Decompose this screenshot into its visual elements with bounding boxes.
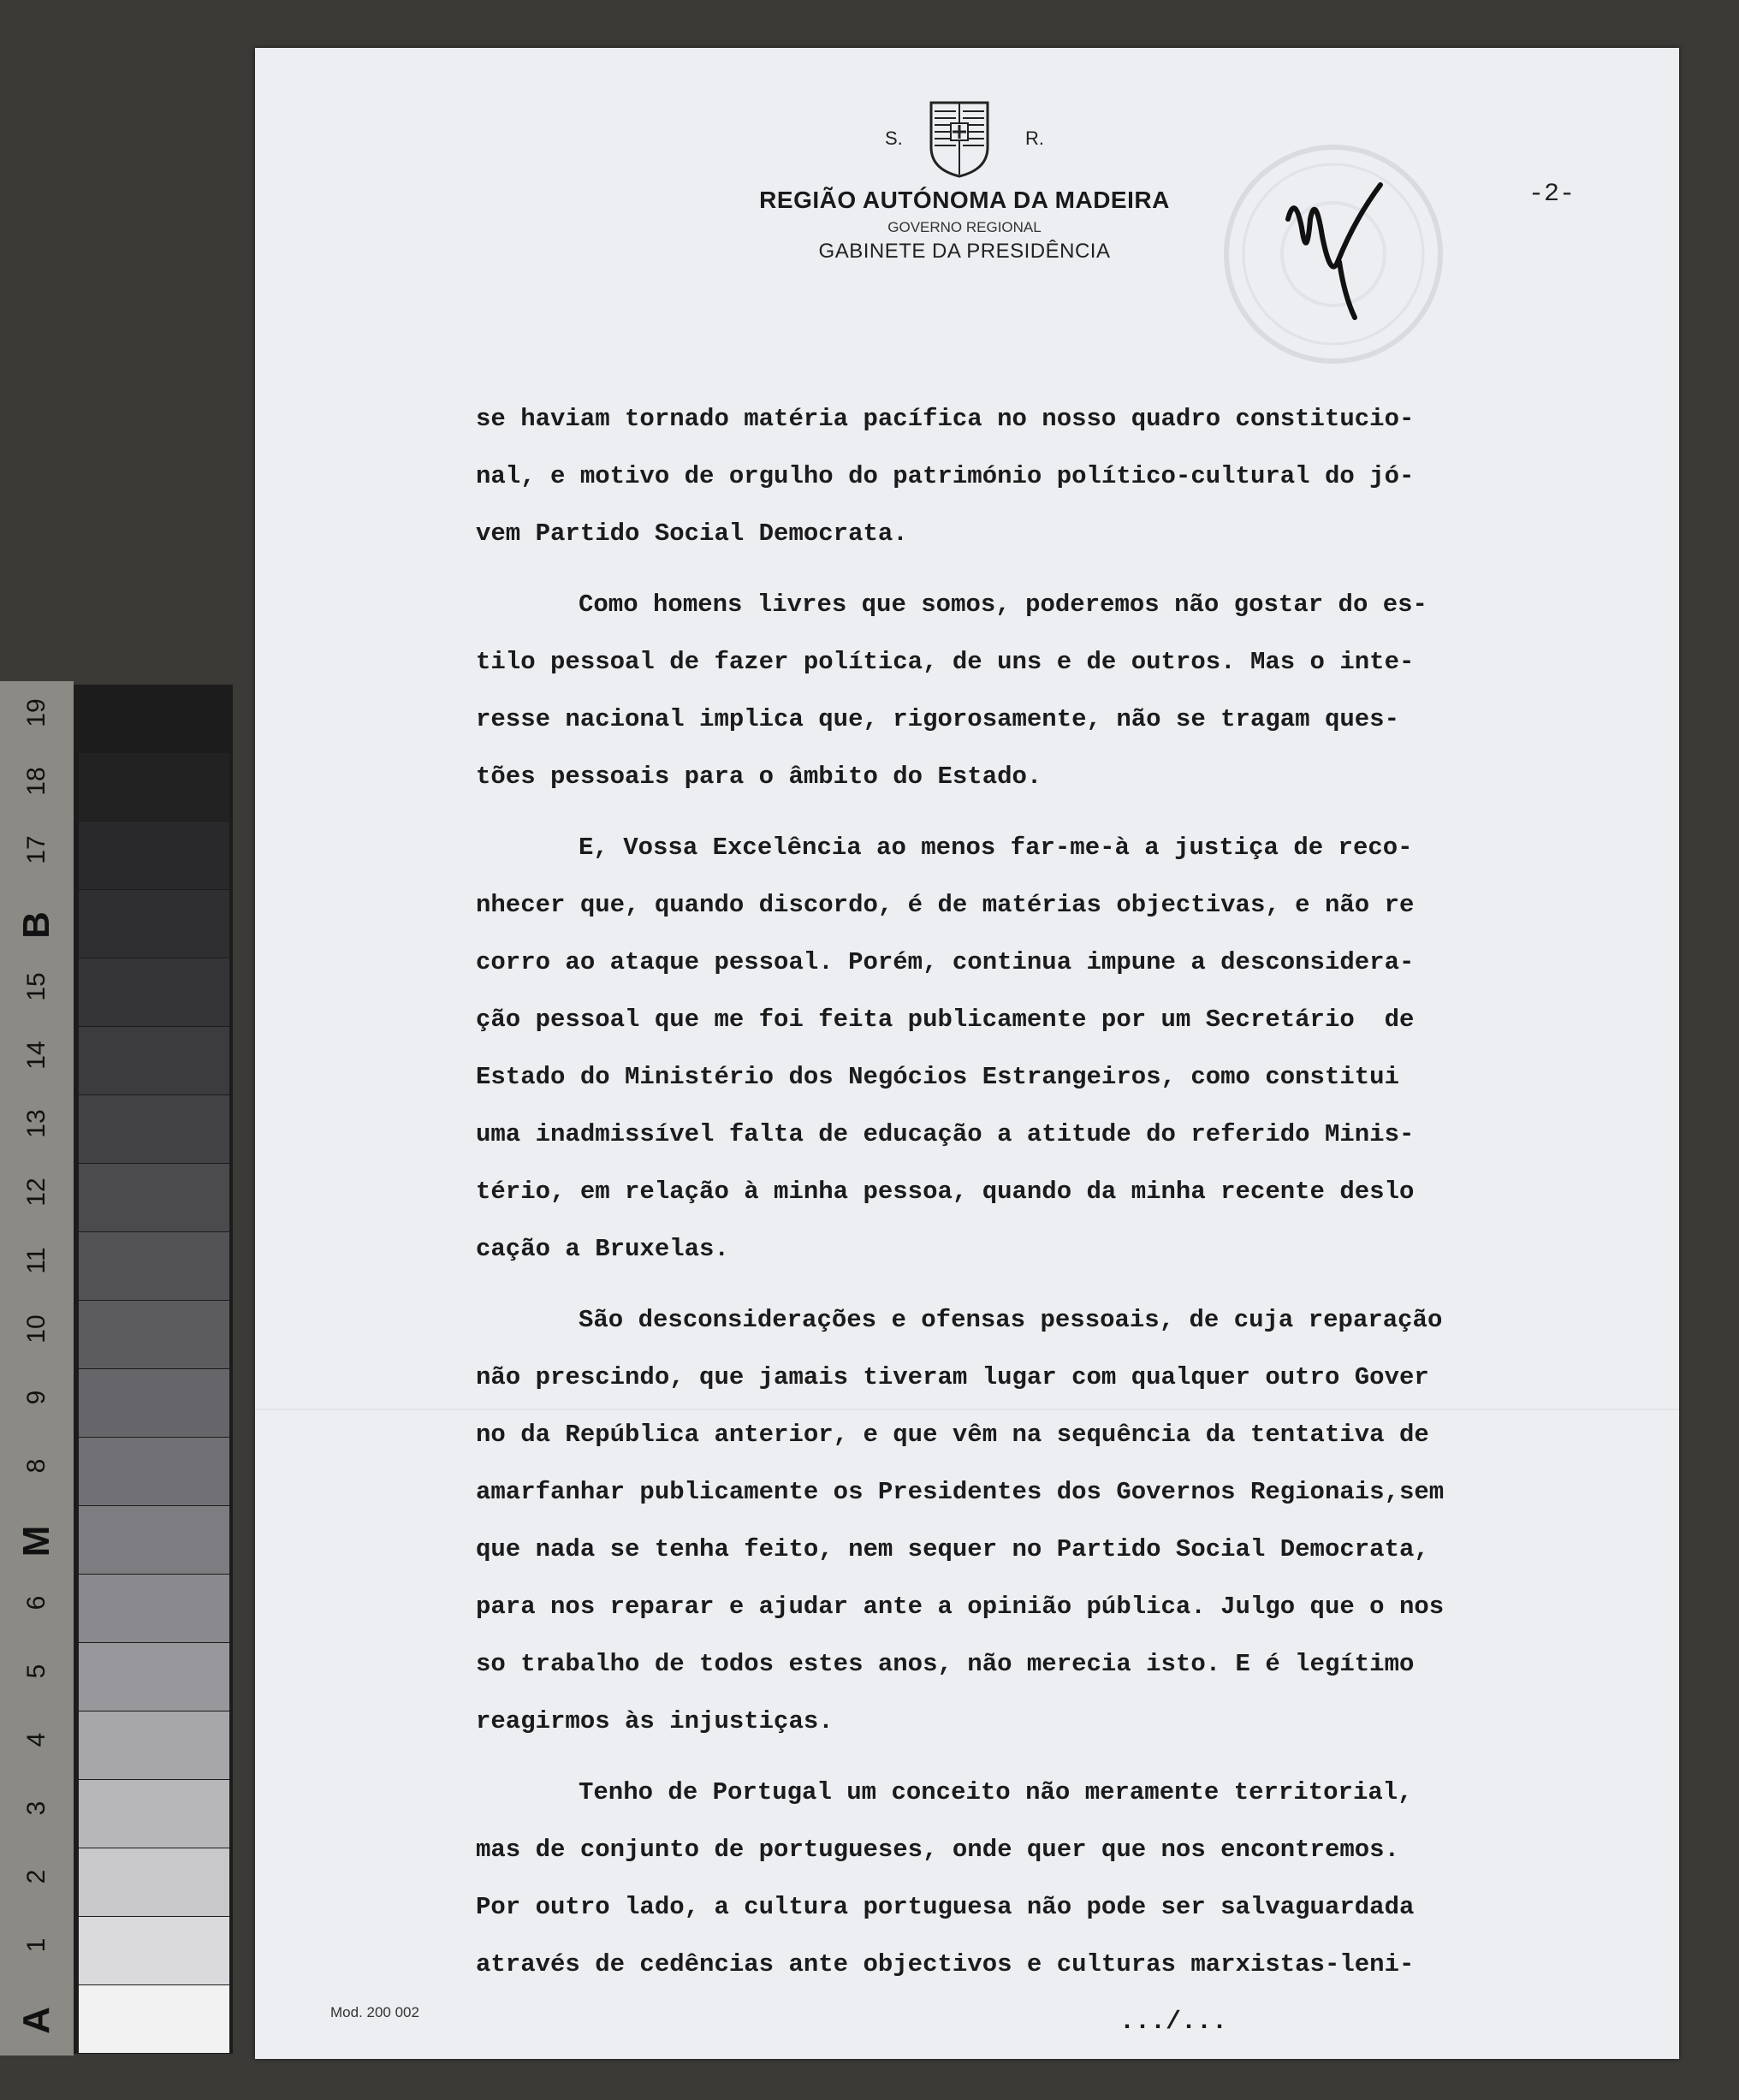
text-line: amarfanhar publicamente os Presidentes dos Governos Regionais,sem [476,1478,1445,1506]
scale-label: 17 [22,835,50,864]
scale-label: 19 [22,698,50,727]
text-line: que nada se tenha feito, nem sequer no Partido Social Democrata, [476,1535,1429,1563]
gray-patch [79,1301,229,1368]
letterhead-office: GABINETE DA PRESIDÊNCIA [818,240,1111,263]
scale-label: B [15,911,57,939]
text-line: não prescindo, que jamais tiveram lugar com qualquer outro Gover [476,1363,1429,1391]
text-line: nhecer que, quando discordo, é de matérias objectivas, e não re [476,891,1415,919]
text-line: nal, e motivo de orgulho do património político-cultural do jó- [476,462,1415,490]
gray-patch [79,822,229,889]
text-line: através de cedências ante objectivos e culturas marxistas-leni- [476,1950,1415,1978]
coat-of-arms-icon [928,99,991,180]
gray-patch [79,1027,229,1094]
text-line: São desconsiderações e ofensas pessoais, de cuja reparação [579,1306,1443,1334]
text-line: E, Vossa Excelência ao menos far-me-à a justiça de reco- [579,833,1413,862]
gray-patch [79,1643,229,1711]
text-line: Tenho de Portugal um conceito não meramente territorial, [579,1778,1413,1806]
paragraph [476,576,1580,805]
paragraph [476,819,1580,1278]
letterhead-title: REGIÃO AUTÓNOMA DA MADEIRA [759,187,1170,213]
gray-patch [79,1780,229,1848]
document-page [255,48,1679,2059]
gray-patch [79,1164,229,1231]
scale-label: 1 [22,1937,50,1953]
scale-label: 12 [22,1178,50,1207]
text-line: Estado do Ministério dos Negócios Estrangeiros, como constitui [476,1063,1399,1091]
gray-patch [79,753,229,821]
text-line: corro ao ataque pessoal. Porém, continua impune a desconsidera- [476,948,1415,976]
text-line: no da República anterior, e que vêm na sequência da tentativa de [476,1421,1429,1449]
letterhead-subtitle: GOVERNO REGIONAL [887,219,1042,235]
scale-label: 3 [22,1800,50,1816]
scale-label: A [15,2007,57,2034]
scale-label: 10 [22,1314,50,1344]
gray-patch [79,1917,229,1984]
page-number: -2- [1528,180,1576,209]
gray-patch [79,1506,229,1574]
text-line: Por outro lado, a cultura portuguesa não pode ser salvaguardada [476,1893,1415,1921]
form-code: Mod. 200 002 [330,2004,419,2020]
scale-label: 14 [22,1041,50,1070]
gray-patch [79,1232,229,1300]
scale-label: 4 [22,1732,50,1747]
text-line: Como homens livres que somos, poderemos não gostar do es- [579,590,1427,619]
gray-patch [79,958,229,1026]
text-line: ção pessoal que me foi feita publicamente por um Secretário de [476,1006,1415,1034]
text-line: tério, em relação à minha pessoa, quando da minha recente deslo [476,1178,1415,1206]
text-line: vem Partido Social Democrata. [476,519,908,548]
continuation-mark: .../... [1119,2008,1228,2037]
scale-label: 8 [22,1458,50,1474]
gray-patch [79,1985,229,2053]
gray-patch [79,890,229,958]
color-scale-ruler [0,681,74,2056]
gray-patch [79,1711,229,1779]
scale-label: 9 [22,1390,50,1405]
scale-label: 15 [22,972,50,1001]
scale-label: 13 [22,1109,50,1138]
paragraph [476,390,1580,562]
text-line: mas de conjunto de portugueses, onde quer que nos encontremos. [476,1836,1399,1864]
gray-patch [79,1438,229,1505]
scale-label: 6 [22,1595,50,1611]
text-line: se haviam tornado matéria pacífica no nosso quadro constitucio- [476,405,1415,433]
text-line: uma inadmissível falta de educação a atitude do referido Minis- [476,1120,1415,1148]
text-line: resse nacional implica que, rigorosamente, não se tragam ques- [476,705,1399,733]
handwritten-initials-icon [1278,168,1406,330]
gray-patch [79,1848,229,1916]
grayscale-patch-strip [74,685,233,2054]
gray-patch [79,1369,229,1437]
scale-label: 2 [22,1869,50,1884]
paragraph [476,1291,1580,1750]
header-letter-s: S. [885,128,903,149]
gray-patch [79,685,229,752]
scale-label: 5 [22,1664,50,1679]
text-line: so trabalho de todos estes anos, não merecia isto. E é legítimo [476,1650,1415,1678]
text-line: tilo pessoal de fazer política, de uns e de outros. Mas o inte- [476,648,1415,676]
gray-patch [79,1095,229,1163]
scale-label: 18 [22,767,50,796]
header-letter-r: R. [1025,128,1044,149]
gray-patch [79,1575,229,1642]
letter-body [476,390,1580,2007]
text-line: reagirmos às injustiças. [476,1707,834,1735]
text-line: para nos reparar e ajudar ante a opinião pública. Julgo que o nos [476,1593,1445,1621]
text-line: tões pessoais para o âmbito do Estado. [476,762,1042,791]
text-line: cação a Bruxelas. [476,1235,729,1263]
scale-label: 11 [22,1247,50,1274]
paragraph [476,1764,1580,1993]
scale-label: M [15,1525,57,1557]
